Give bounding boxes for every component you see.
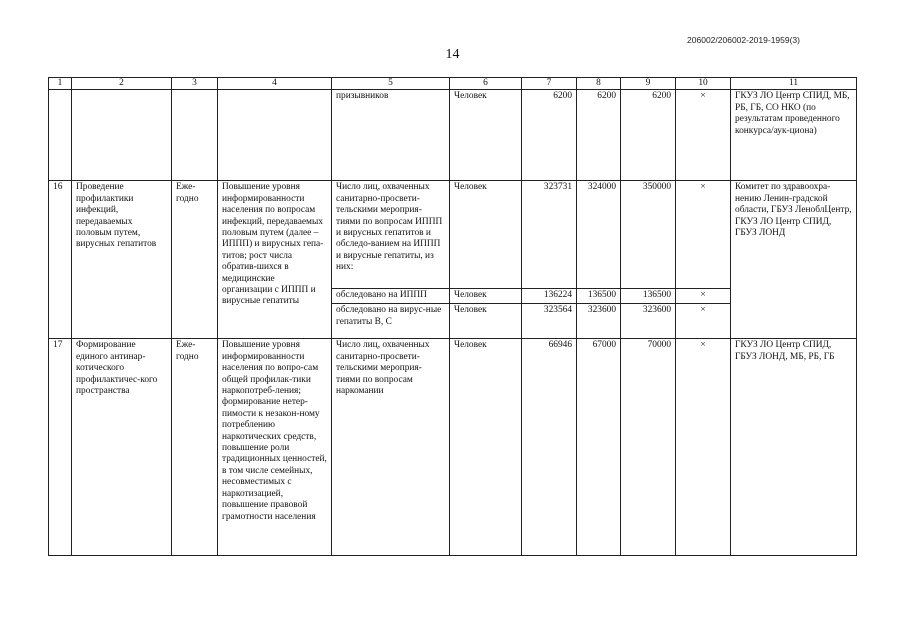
cell-value-7: 6200 — [522, 90, 577, 181]
cell-value-8: 323600 — [577, 304, 621, 339]
cell-unit: Человек — [450, 304, 522, 339]
cell-value-8: 136500 — [577, 289, 621, 304]
cell-expected-result: Повышение уровня информированности населения по вопросам инфекций, передаваемых половым путем (далее – ИППП) и вирусных гепа-титов; рост числа обратив-шихся в медицинские организации с ИППП и вирусные гепатиты — [218, 181, 332, 339]
col-header: 6 — [450, 78, 522, 90]
cell-indicator: призывников — [332, 90, 450, 181]
cell-unit: Человек — [450, 339, 522, 556]
col-header: 7 — [522, 78, 577, 90]
cell-executor: ГКУЗ ЛО Центр СПИД, МБ, РБ, ГБ, СО НКО (по результатам проведенного конкурса/аук-циона) — [731, 90, 857, 181]
cell-unit: Человек — [450, 289, 522, 304]
cell-unit: Человек — [450, 90, 522, 181]
page-number: 14 — [445, 47, 460, 62]
cell-empty — [72, 90, 172, 181]
col-header: 3 — [172, 78, 218, 90]
col-header: 11 — [731, 78, 857, 90]
column-number-row — [49, 78, 857, 90]
cell-indicator: обследовано на вирус-ные гепатиты В, С — [332, 304, 450, 339]
col-header: 1 — [49, 78, 72, 90]
cell-value-9: 6200 — [621, 90, 676, 181]
table-row-continuation — [49, 90, 857, 181]
cell-indicator: Число лиц, охваченных санитарно-просвети-тельскими мероприя-тиями по вопросам наркомании — [332, 339, 450, 556]
program-table — [48, 77, 857, 556]
cell-value-7: 66946 — [522, 339, 577, 556]
cell-number: 16 — [49, 181, 72, 339]
cell-empty — [218, 90, 332, 181]
cell-activity-name: Проведение профилактики инфекций, передаваемых половым путем, вирусных гепатитов — [72, 181, 172, 339]
cell-indicator: обследовано на ИППП — [332, 289, 450, 304]
cell-value-8: 324000 — [577, 181, 621, 289]
cell-value-10: × — [676, 304, 731, 339]
cell-value-10: × — [676, 289, 731, 304]
table-row-17 — [49, 339, 857, 556]
cell-period: Еже-годно — [172, 339, 218, 556]
table-row-16 — [49, 181, 857, 289]
cell-value-8: 6200 — [577, 90, 621, 181]
cell-value-7: 323564 — [522, 304, 577, 339]
cell-value-7: 136224 — [522, 289, 577, 304]
cell-value-10: × — [676, 181, 731, 289]
cell-value-9: 70000 — [621, 339, 676, 556]
cell-value-10: × — [676, 90, 731, 181]
col-header: 9 — [621, 78, 676, 90]
col-header: 2 — [72, 78, 172, 90]
cell-executor: ГКУЗ ЛО Центр СПИД, ГБУЗ ЛОНД, МБ, РБ, ГБ — [731, 339, 857, 556]
cell-expected-result: Повышение уровня информированности населения по вопро-сам общей профилак-тики наркопотреб-ления; формирование нетер-пимости к незакон-ному потреблению наркотических средств, повышение роли традиционных ценностей, в том числе семейных, несовместимых с наркотизацией, повышение правовой грамотности населения — [218, 339, 332, 556]
cell-unit: Человек — [450, 181, 522, 289]
col-header: 5 — [332, 78, 450, 90]
cell-empty — [49, 90, 72, 181]
cell-indicator: Число лиц, охваченных санитарно-просвети-тельскими мероприя-тиями по вопросам ИППП и вирусных гепатитов и обследо-ванием на ИППП и вирусные гепатиты, из них: — [332, 181, 450, 289]
cell-value-7: 323731 — [522, 181, 577, 289]
cell-value-9: 136500 — [621, 289, 676, 304]
cell-value-9: 350000 — [621, 181, 676, 289]
document-id: 206002/206002-2019-1959(3) — [687, 35, 800, 45]
cell-activity-name: Формирование единого антинар-котического профилактичес-кого пространства — [72, 339, 172, 556]
cell-value-8: 67000 — [577, 339, 621, 556]
col-header: 4 — [218, 78, 332, 90]
col-header: 8 — [577, 78, 621, 90]
cell-executor: Комитет по здравоохра-нению Ленин-градской области, ГБУЗ ЛенoблЦентр, ГКУЗ ЛО Центр СПИД, ГБУЗ ЛОНД — [731, 181, 857, 339]
col-header: 10 — [676, 78, 731, 90]
cell-number: 17 — [49, 339, 72, 556]
cell-value-9: 323600 — [621, 304, 676, 339]
cell-empty — [172, 90, 218, 181]
cell-value-10: × — [676, 339, 731, 556]
cell-period: Еже-годно — [172, 181, 218, 339]
